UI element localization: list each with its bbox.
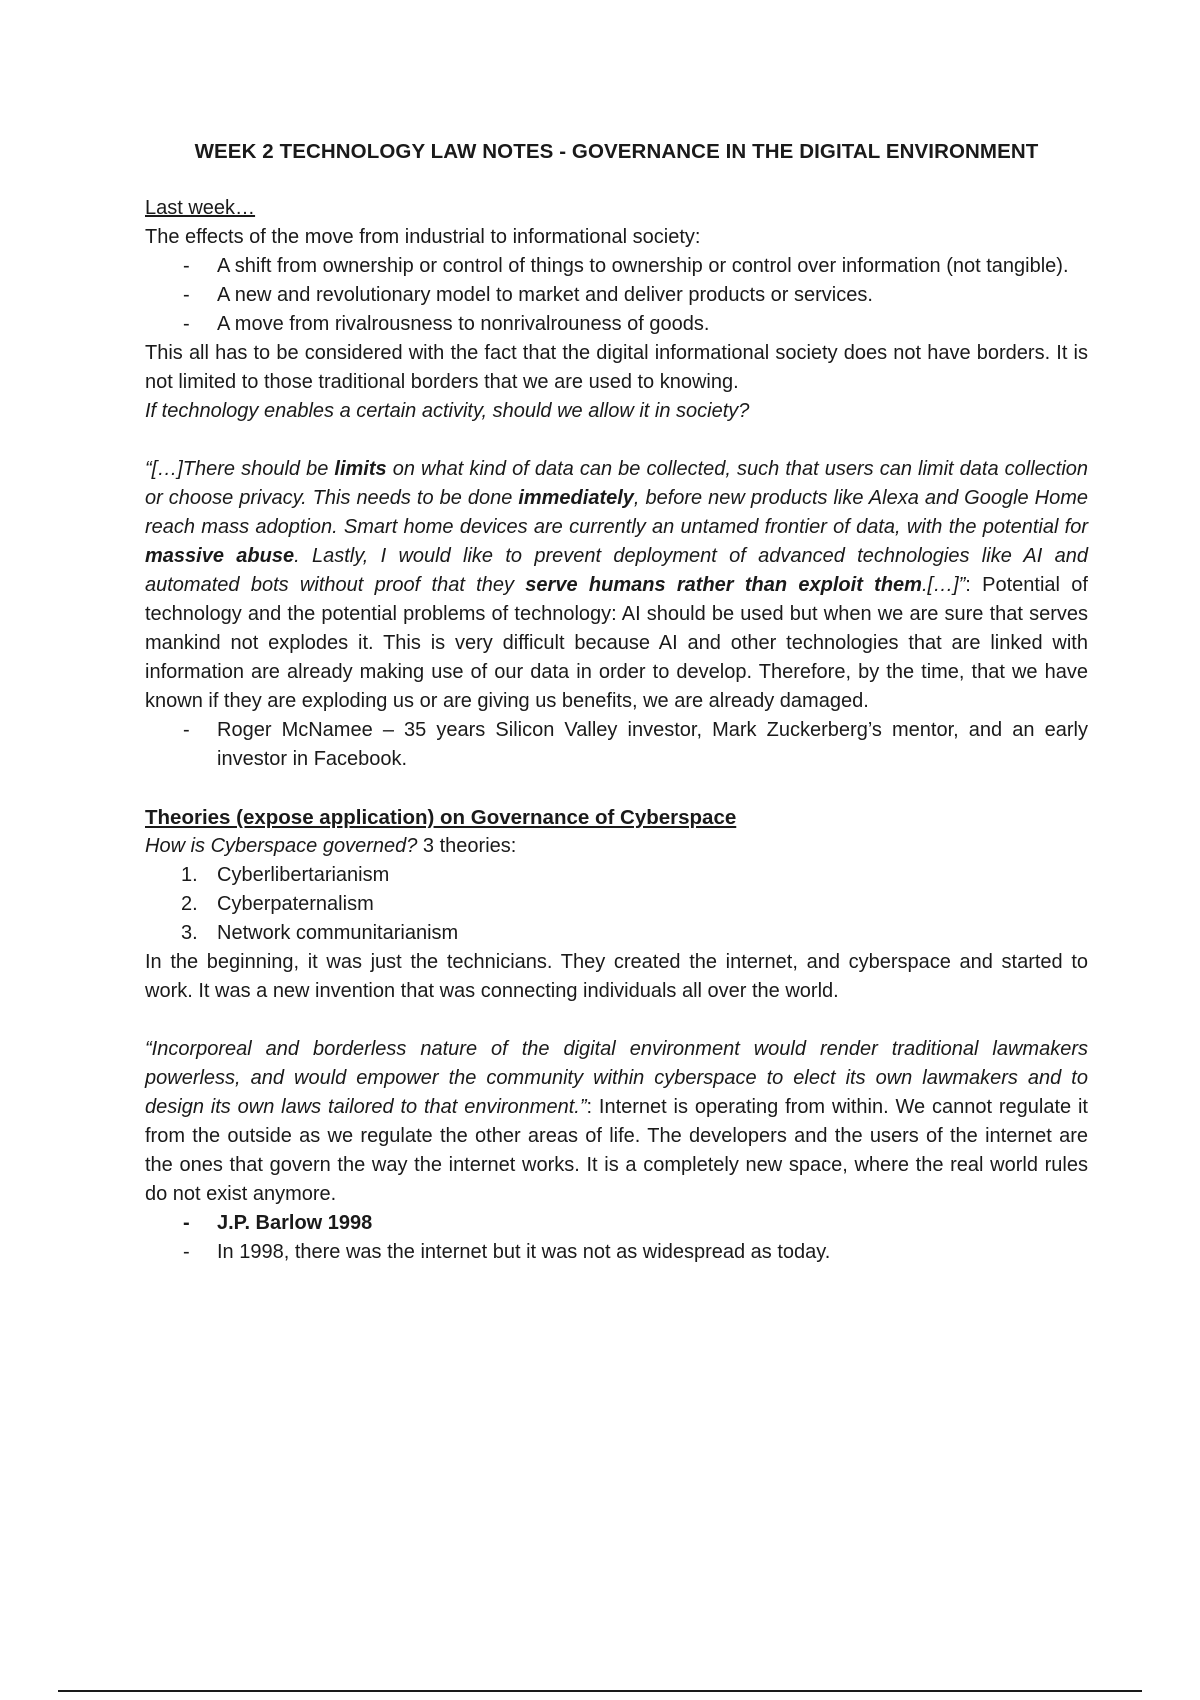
document-page <box>145 140 1088 1267</box>
barlow-quote-paragraph: “Incorporeal and borderless nature of the digital environment would render traditional lawmakers powerless, and would empower the community within cyberspace to elect its own lawmakers and to design its own laws tailored to that environment.”: Internet is operating from within. We cannot regulate it from the outside as we regulate the other areas of life. The developers and the users of the internet are the ones that govern the way the internet works. It is a completely new space, where the real world rules do not exist anymore. <box>145 1038 1088 1205</box>
theories-heading: Theories (expose application) on Governance of Cyberspace <box>145 806 737 829</box>
list-item: 3. Network communitarianism <box>181 922 459 944</box>
document-title: WEEK 2 TECHNOLOGY LAW NOTES - GOVERNANCE IN THE DIGITAL ENVIRONMENT <box>194 140 1039 163</box>
list-item: - A new and revolutionary model to market and deliver products or services. <box>183 284 873 306</box>
last-week-intro: The effects of the move from industrial to informational society: <box>145 226 701 248</box>
list-item: 2. Cyberpaternalism <box>181 893 374 915</box>
list-item: - J.P. Barlow 1998 <box>183 1212 373 1234</box>
borders-paragraph: This all has to be considered with the fact that the digital informational society does not have borders. It is not limited to those traditional borders that we are used to knowing. <box>145 342 1088 393</box>
mcnamee-attribution <box>145 716 1088 774</box>
mcnamee-quote-paragraph: “[…]There should be limits on what kind of data can be collected, such that users can limit data collection or choose privacy. This needs to be done immediately, before new products like Alexa and Google Home reach mass adoption. Smart home devices are currently an untamed frontier of data, with the potential for massive abuse. Lastly, I would like to prevent deployment of advanced technologies like AI and automated bots without proof that they serve humans rather than exploit them.[…]”: Potential of technology and the potential problems of technology: AI should be used but when we are sure that serves mankind not explodes it. This is very difficult because AI and other technologies that are linked with information are already making use of our data in order to develop. Therefore, by the time, that we have known if they are exploding us or are giving us benefits, we are already damaged. <box>145 458 1089 712</box>
list-item: - A move from rivalrousness to nonrivalrouness of goods. <box>183 313 710 335</box>
theories-list <box>145 861 1088 948</box>
theories-question: How is Cyberspace governed? 3 theories: <box>145 835 517 857</box>
footer-rule <box>58 1690 1142 1692</box>
last-week-label: Last week… <box>145 197 256 219</box>
effects-list <box>145 252 1088 339</box>
list-item: 1. Cyberlibertarianism <box>181 864 390 886</box>
technology-question: If technology enables a certain activity, should we allow it in society? <box>145 400 750 422</box>
beginning-paragraph: In the beginning, it was just the technicians. They created the internet, and cyberspace and started to work. It was a new invention that was connecting individuals all over the world. <box>145 951 1088 1002</box>
barlow-notes <box>145 1209 1088 1267</box>
list-item: - A shift from ownership or control of things to ownership or control over information (not tangible). <box>183 255 1069 277</box>
list-item: - Roger McNamee – 35 years Silicon Valley investor, Mark Zuckerberg’s mentor, and an early investor in Facebook. <box>183 719 1088 770</box>
list-item: - In 1998, there was the internet but it was not as widespread as today. <box>183 1241 831 1263</box>
